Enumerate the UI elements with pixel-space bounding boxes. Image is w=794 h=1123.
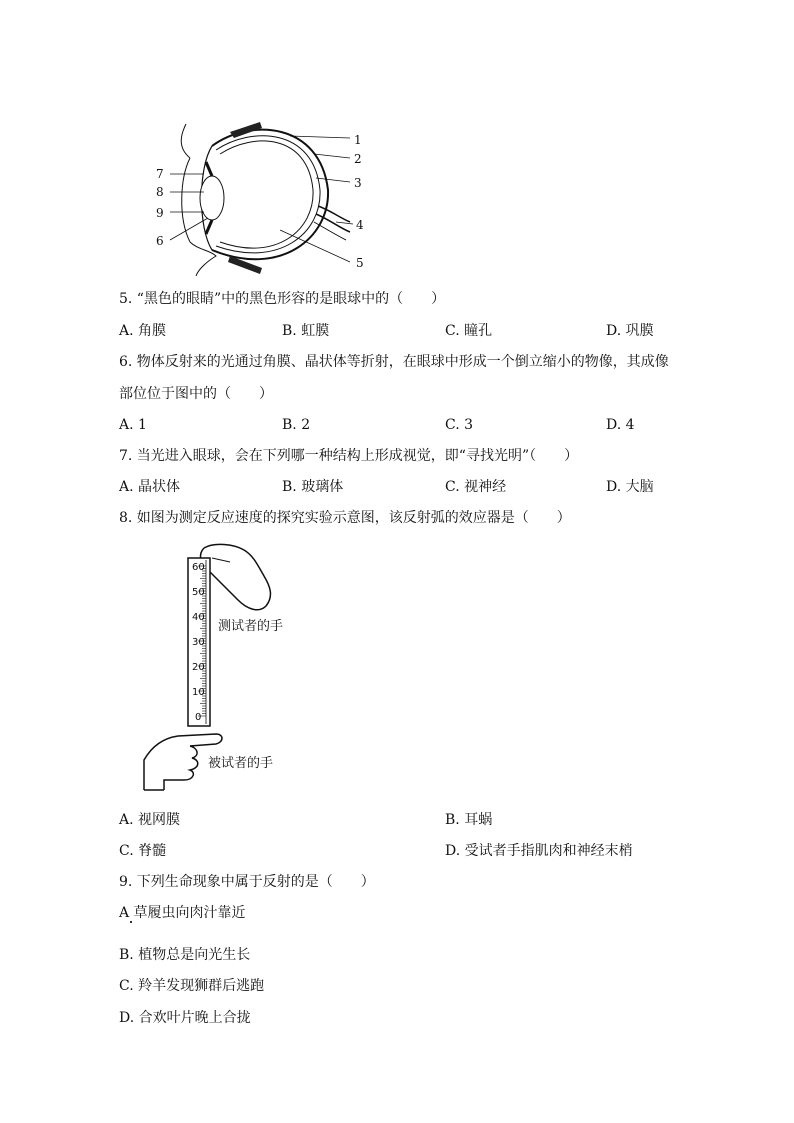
q7-option-c: C. 视神经	[445, 479, 507, 495]
q7-option-a: A. 晶状体	[119, 479, 181, 495]
q6-option-a: A. 1	[119, 417, 147, 433]
q5-option-c: C. 瞳孔	[445, 323, 493, 339]
subject-hand-label: 被试者的手	[208, 756, 274, 771]
reaction-test-diagram	[134, 540, 314, 795]
q6-option-d: D. 4	[606, 417, 635, 433]
q6-stem-line1: 6. 物体反射来的光通过角膜、晶状体等折射，在眼球中形成一个倒立缩小的物像，其成像	[119, 354, 669, 370]
eye-label-9: 9	[156, 206, 164, 220]
eye-label-3: 3	[354, 176, 362, 190]
ruler-tick-60: 60	[192, 562, 205, 573]
q8-option-a: A. 视网膜	[119, 812, 181, 828]
q9-option-b: B. 植物总是向光生长	[119, 947, 251, 963]
q6-option-c: C. 3	[445, 417, 474, 433]
q8-option-d: D. 受试者手指肌肉和神经末梢	[445, 843, 633, 859]
q9-stem: 9. 下列生命现象中属于反射的是（ ）	[119, 874, 375, 890]
ruler-tick-0: 0	[195, 712, 202, 723]
q5-option-a: A. 角膜	[119, 323, 167, 339]
eye-label-8: 8	[156, 185, 164, 199]
eye-label-7: 7	[156, 167, 164, 181]
q9-option-d: D. 合欢叶片晚上合拢	[119, 1010, 251, 1026]
ruler-tick-50: 50	[192, 587, 205, 598]
q6-stem-line2: 部位位于图中的（ ）	[119, 386, 273, 402]
ruler-tick-10: 10	[192, 687, 205, 698]
q9-option-c: C. 羚羊发现狮群后逃跑	[119, 978, 265, 994]
eye-label-5: 5	[356, 256, 364, 270]
q8-stem: 8. 如图为测定反应速度的探究实验示意图，该反射弧的效应器是（ ）	[119, 510, 571, 526]
q7-option-d: D. 大脑	[606, 479, 654, 495]
q7-option-b: B. 玻璃体	[282, 479, 344, 495]
tester-hand-label: 测试者的手	[218, 619, 284, 634]
eye-label-6: 6	[156, 234, 164, 248]
eye-diagram	[150, 118, 380, 278]
q7-stem: 7. 当光进入眼球，会在下列哪一种结构上形成视觉，即“寻找光明”（ ）	[119, 448, 579, 464]
q5-option-d: D. 巩膜	[606, 323, 654, 339]
eye-label-2: 2	[354, 152, 362, 166]
ruler-tick-40: 40	[192, 612, 205, 623]
q6-option-b: B. 2	[282, 417, 311, 433]
stray-dot	[130, 921, 132, 923]
ruler-tick-20: 20	[192, 662, 205, 673]
eye-label-1: 1	[354, 133, 362, 147]
q5-stem: 5. “黑色的眼睛”中的黑色形容的是眼球中的（ ）	[119, 291, 446, 307]
q8-option-b: B. 耳蜗	[445, 812, 493, 828]
ruler-tick-30: 30	[192, 637, 205, 648]
q5-option-b: B. 虹膜	[282, 323, 330, 339]
eye-label-4: 4	[356, 218, 364, 232]
q9-option-a: A 草履虫向肉汁靠近	[119, 905, 246, 921]
q8-option-c: C. 脊髓	[119, 843, 167, 859]
